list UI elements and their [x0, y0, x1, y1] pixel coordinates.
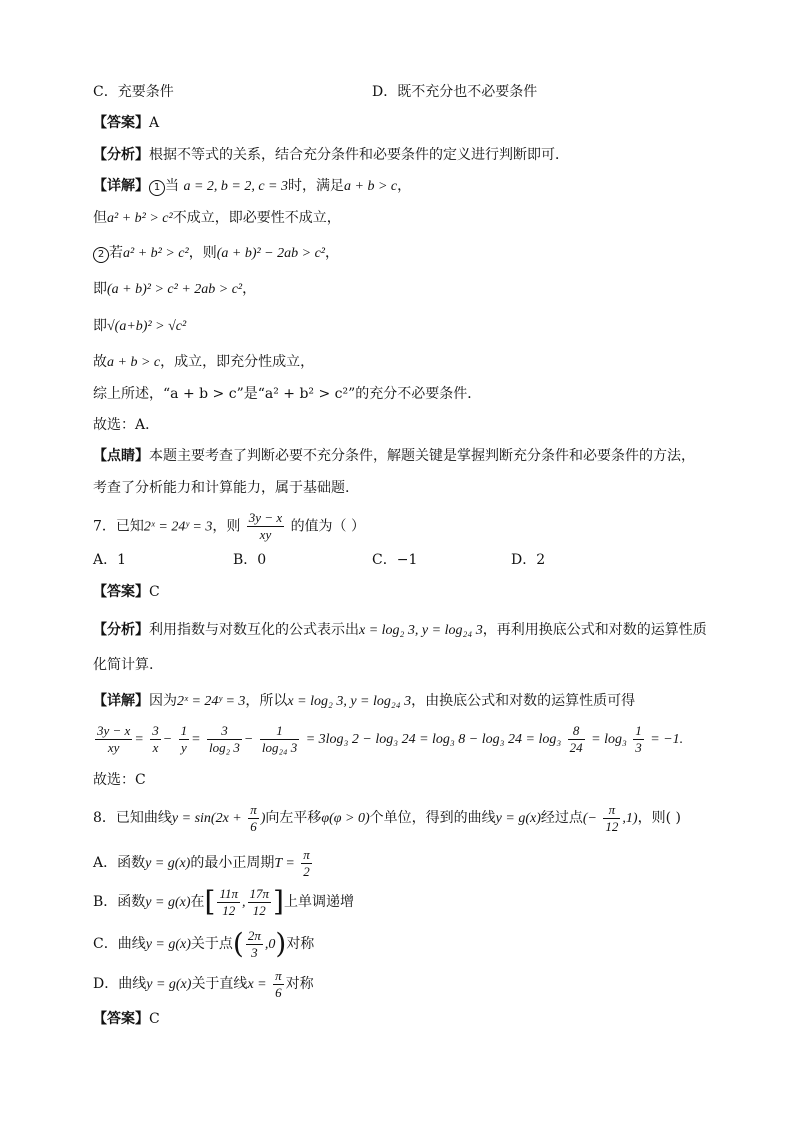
denominator: 3	[635, 739, 642, 755]
denominator: log₂ 3	[209, 739, 240, 755]
math: √(a+b)² > √c²	[107, 319, 187, 334]
numerator: 1	[180, 722, 188, 738]
analysis-text: 根据不等式的关系，结合充分条件和必要条件的定义进行判断即可．	[149, 147, 569, 163]
numerator: 17π	[249, 885, 270, 901]
math: T =	[274, 856, 295, 871]
fraction	[301, 847, 312, 880]
denominator: 6	[250, 818, 257, 834]
paren-left: (	[232, 927, 244, 960]
math: = 3log₃ 2 − log₃ 24 = log₃ 8 − log₃ 24 = log₃	[305, 732, 562, 747]
q8-option-d	[93, 966, 314, 1003]
math: y = g(x)	[145, 856, 191, 871]
math: a = 2, b = 2, c = 3	[183, 179, 289, 194]
math: a + b > c	[107, 355, 161, 370]
text: 上单调递增	[283, 894, 354, 910]
text: ，由换底公式和对数的运算性质可得	[411, 693, 636, 709]
circle-one: 1	[149, 180, 165, 196]
paren-right: )	[275, 927, 287, 960]
q6-choose: 故选：A．	[93, 417, 160, 433]
math: a + b > c	[344, 179, 398, 194]
numerator: π	[275, 967, 282, 983]
text: 但	[93, 210, 107, 226]
q6-analysis	[93, 145, 569, 165]
numerator: 1	[635, 722, 642, 738]
q7-option-c: C．−1	[372, 552, 418, 568]
answer-value: C	[149, 584, 160, 600]
answer-tag: 【答案】	[93, 115, 149, 131]
denominator: xy	[259, 527, 272, 542]
text: 对称	[285, 976, 314, 992]
answer-value: A	[149, 115, 160, 131]
fraction	[273, 968, 284, 1001]
math: 0	[268, 937, 276, 952]
math: y = sin(2x +	[171, 811, 242, 826]
text: ，	[242, 281, 257, 297]
denominator: y	[180, 739, 187, 755]
answer-tag: 【答案】	[93, 584, 149, 600]
q8-answer	[93, 1009, 160, 1029]
q7-option-d: D．2	[511, 552, 546, 568]
text: 不成立，即必要性不成立，	[172, 210, 341, 226]
q6-detail-line3	[93, 243, 339, 264]
q7-stem	[93, 510, 365, 543]
numerator: 1	[260, 723, 299, 740]
q6-detail-line6	[93, 352, 314, 373]
q6-option-d: D．既不充分也不必要条件	[372, 84, 538, 100]
text: 经过点	[540, 810, 583, 826]
answer-tag: 【答案】	[93, 1011, 149, 1027]
numerator: π	[303, 846, 310, 862]
denominator: 12	[252, 902, 266, 918]
text: D．曲线	[93, 976, 147, 992]
q7-answer	[93, 582, 160, 602]
q6-detail-line1	[93, 176, 411, 197]
text: 关于直线	[191, 976, 248, 992]
math: φ(φ > 0)	[321, 811, 370, 826]
q7-calculation	[93, 721, 683, 758]
numerator: 3y − x	[97, 722, 131, 738]
text: ，	[397, 178, 412, 194]
text: 的值为（ ）	[290, 518, 366, 535]
math: x =	[247, 977, 267, 992]
denominator: 3	[251, 944, 258, 960]
text: 关于点	[190, 936, 233, 952]
text: 在	[190, 894, 205, 910]
q6-note-line1	[93, 446, 695, 466]
math: 2ˣ = 24ʸ = 3	[177, 694, 246, 709]
numerator: 3	[207, 723, 242, 740]
math: a² + b² > c²	[123, 246, 189, 261]
math: (−	[582, 811, 597, 826]
text: 当	[165, 178, 179, 194]
numerator: 3y − x	[248, 510, 283, 525]
text: 因为	[149, 693, 177, 709]
text: 8．已知曲线	[93, 810, 172, 826]
fraction	[568, 723, 585, 756]
fraction	[150, 723, 161, 756]
math: y = g(x)	[495, 811, 541, 826]
q6-option-c: C．充要条件	[93, 84, 174, 100]
numerator: 8	[568, 723, 585, 740]
text: 向左平移	[265, 810, 322, 826]
q6-note-line2: 考查了分析能力和计算能力，属于基础题.	[93, 480, 350, 496]
fraction	[179, 723, 190, 756]
text: ，则	[212, 518, 241, 535]
math: )	[260, 811, 266, 826]
answer-value: C	[149, 1011, 160, 1027]
text: 的最小正周期	[190, 855, 275, 871]
q6-answer	[93, 113, 159, 133]
q6-detail-line4	[93, 279, 256, 300]
text: 即	[93, 318, 107, 334]
q8-option-b	[93, 882, 354, 923]
math: y = g(x)	[145, 937, 191, 952]
denominator: x	[152, 739, 159, 755]
fraction	[248, 886, 272, 919]
math: y = g(x)	[145, 895, 191, 910]
analysis-tag: 【分析】	[93, 147, 149, 163]
operator: =	[134, 732, 144, 747]
operator: −	[243, 732, 254, 747]
bracket-left: [	[204, 885, 216, 918]
denominator: xy	[107, 739, 120, 755]
q7-choose: 故选：C	[93, 772, 146, 788]
numerator: 11π	[219, 885, 238, 901]
q8-stem	[93, 800, 681, 837]
math: x = log₂ 3, y = log₂₄ 3	[287, 694, 412, 709]
q7-analysis-line2: 化简计算.	[93, 657, 154, 673]
operator: =	[191, 732, 201, 747]
text: 利用指数与对数互化的公式表示出	[149, 622, 359, 638]
text: 个单位，得到的曲线	[369, 810, 496, 826]
note-text: 本题主要考查了判断必要不充分条件，解题关键是掌握判断充分条件和必要条件的方法，	[149, 448, 695, 464]
fraction	[633, 723, 644, 756]
fraction	[248, 802, 259, 835]
denominator: 12	[222, 902, 236, 918]
math: ,1)	[622, 811, 638, 826]
text: ，成立，即充分性成立，	[160, 354, 315, 370]
text: B．函数	[93, 894, 146, 910]
denominator: log₂₄ 3	[261, 739, 298, 755]
text: 若	[109, 245, 123, 261]
q6-summary: 综上所述，“a + b > c”是“a² + b² > c²”的充分不必要条件．	[93, 386, 482, 402]
text: ，则( )	[637, 810, 681, 826]
math: = log₃	[591, 732, 627, 747]
numerator: 3	[152, 722, 159, 738]
text: 故	[93, 354, 107, 370]
q7-analysis-line1	[93, 620, 707, 641]
q7-detail-line1	[93, 691, 635, 712]
math: (a + b)² > c² + 2ab > c²	[107, 282, 243, 297]
math: a² + b² > c²	[107, 211, 173, 226]
math: x = log₂ 3, y = log₂₄ 3	[359, 623, 483, 638]
q8-option-a	[93, 845, 314, 882]
denominator: 12	[605, 818, 619, 834]
detail-tag: 【详解】	[93, 178, 149, 194]
q7-option-b: B．0	[233, 552, 267, 568]
circle-two: 2	[93, 247, 109, 263]
analysis-tag: 【分析】	[93, 622, 149, 638]
text: C．曲线	[93, 936, 146, 952]
fraction	[260, 723, 299, 756]
text: 时，满足	[288, 178, 345, 194]
detail-tag: 【详解】	[93, 693, 149, 709]
math: 2ˣ = 24ʸ = 3	[143, 519, 213, 535]
bracket-right: ]	[273, 885, 284, 918]
fraction	[603, 802, 620, 835]
fraction	[246, 928, 263, 961]
numerator: 2π	[247, 927, 261, 943]
comma: ,	[264, 937, 269, 952]
denominator: 24	[569, 739, 583, 755]
fraction	[207, 723, 242, 756]
comma: ,	[242, 895, 246, 910]
q8-option-c	[93, 924, 314, 965]
text: A．函数	[93, 855, 146, 871]
text: ，所以	[245, 693, 288, 709]
text: ，	[324, 245, 339, 261]
text: 7．已知	[93, 518, 144, 535]
fraction	[247, 510, 284, 543]
text: ，再利用换底公式和对数的运算性质	[482, 622, 707, 638]
q6-detail-line5	[93, 316, 186, 337]
q7-option-a: A．1	[93, 552, 127, 568]
operator: −	[162, 732, 173, 747]
text: 即	[93, 281, 107, 297]
denominator: 2	[303, 863, 310, 879]
math: (a + b)² − 2ab > c²	[216, 246, 325, 261]
text: 对称	[286, 936, 315, 952]
q6-detail-line2	[93, 208, 341, 229]
math: = −1.	[650, 732, 684, 747]
text: ，则	[188, 245, 217, 261]
fraction	[95, 723, 132, 756]
numerator: π	[250, 801, 257, 817]
note-tag: 【点睛】	[93, 448, 149, 464]
numerator: π	[603, 802, 620, 819]
denominator: 6	[275, 984, 282, 1000]
math: y = g(x)	[146, 977, 192, 992]
fraction	[217, 886, 240, 919]
